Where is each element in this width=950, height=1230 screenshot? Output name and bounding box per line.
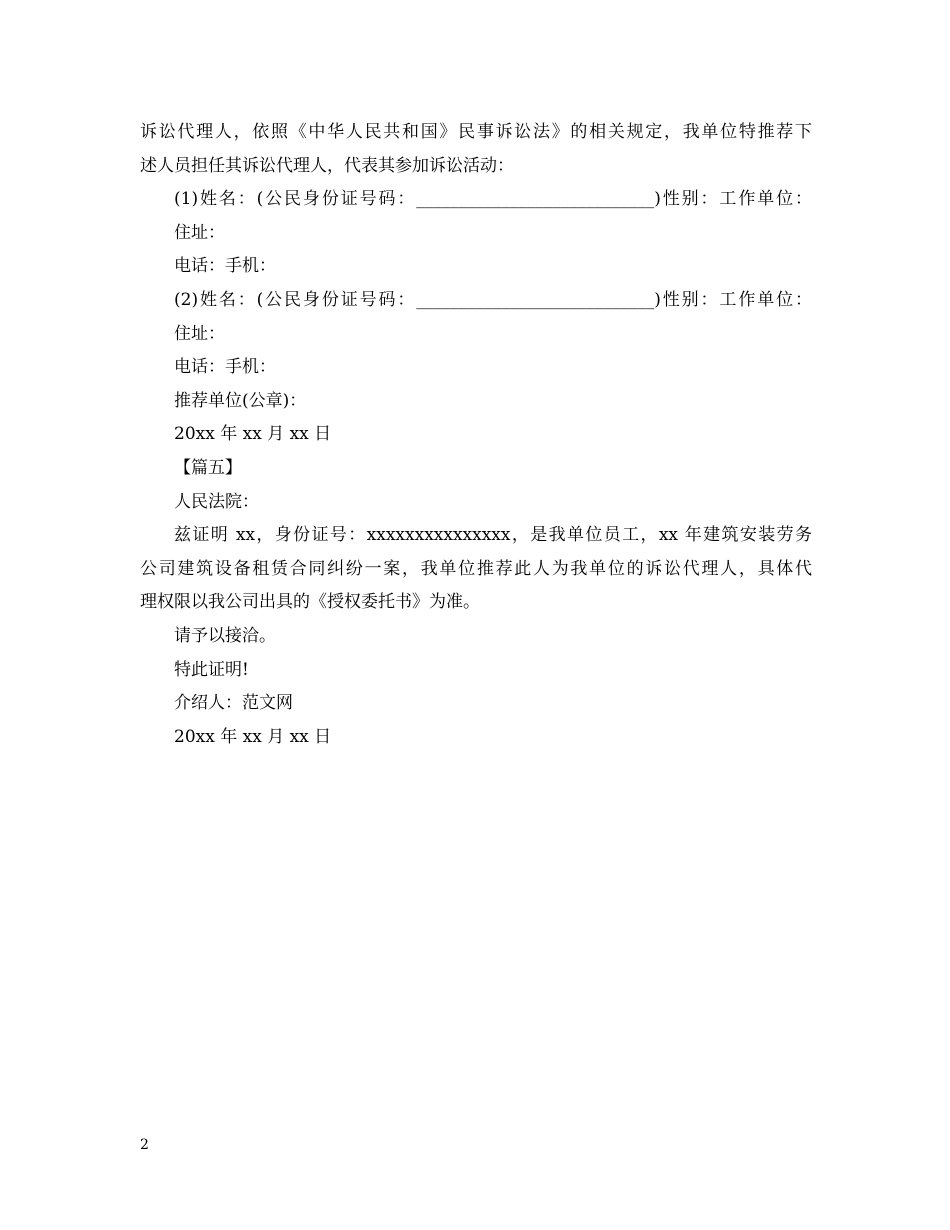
page-number: 2: [140, 1137, 149, 1153]
document-body: [140, 116, 812, 754]
addressee-line: 人民法院：: [174, 491, 259, 512]
paragraph-line: 公司建筑设备租赁合同纠纷一案，我单位推荐此人为我单位的诉讼代理人，具体代: [140, 558, 812, 579]
agent-1-name-line: (1)姓名：(公民身份证号码：____________________________)性别：工作单位：: [174, 189, 812, 210]
date-line: 20xx 年 xx 月 xx 日: [174, 726, 332, 747]
agent-2-phone-line: 电话：手机：: [174, 357, 276, 378]
date-line: 20xx 年 xx 月 xx 日: [174, 424, 332, 445]
section-heading: 【篇五】: [174, 457, 242, 478]
agent-1-phone-line: 电话：手机：: [174, 256, 276, 277]
certification-line: 特此证明!: [174, 659, 249, 680]
agent-2-address-line: 住址：: [174, 323, 225, 344]
paragraph-line: 兹证明 xx，身份证号：xxxxxxxxxxxxxxx，是我单位员工，xx 年建筑安装劳务: [174, 525, 812, 546]
paragraph-line: 理权限以我公司出具的《授权委托书》为准。: [140, 592, 480, 613]
request-line: 请予以接洽。: [174, 625, 276, 646]
introducer-line: 介绍人：范文网: [174, 693, 293, 714]
recommending-unit-seal-line: 推荐单位(公章)：: [174, 390, 307, 411]
agent-2-name-line: (2)姓名：(公民身份证号码：____________________________)性别：工作单位：: [174, 289, 812, 310]
paragraph-line: 述人员担任其诉讼代理人，代表其参加诉讼活动：: [140, 155, 514, 176]
agent-1-address-line: 住址：: [174, 222, 225, 243]
paragraph-line: 诉讼代理人，依照《中华人民共和国》民事诉讼法》的相关规定，我单位特推荐下: [140, 122, 812, 142]
